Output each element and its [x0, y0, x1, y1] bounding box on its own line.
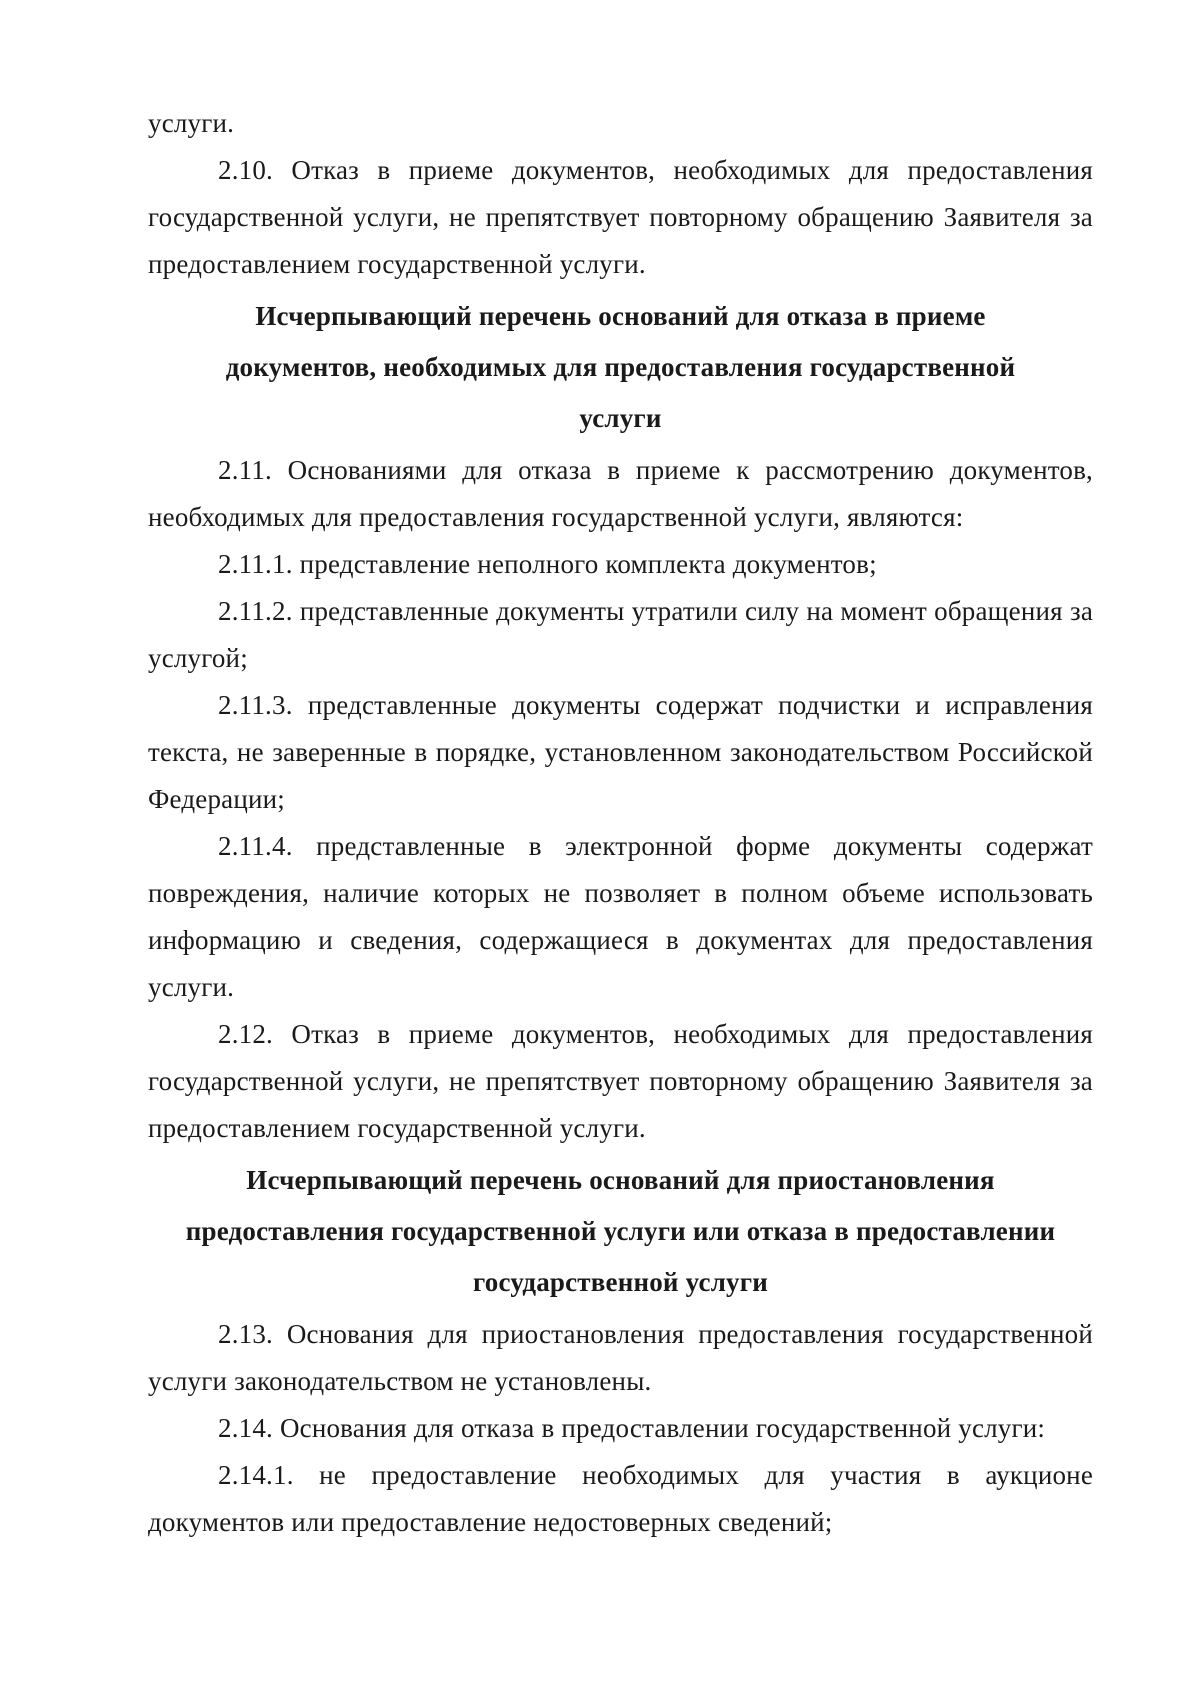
- paragraph-continuation: услуги.: [148, 108, 235, 138]
- paragraph-2-11-3: 2.11.3. представленные документы содержат подчистки и исправления текста, не заверенные в порядке, установленном законодательством Российской Федерации;: [148, 690, 1093, 814]
- paragraph-2-11-1: 2.11.1. представление неполного комплекта документов;: [218, 549, 877, 579]
- section-heading-suspension-refusal: Исчерпывающий перечень оснований для приостановления предоставления государственной услуги или отказа в предоставлении государственной услуги: [185, 1165, 1056, 1297]
- paragraph-2-10: 2.10. Отказ в приеме документов, необходимых для предоставления государственной услуги, не препятствует повторному обращению Заявителя за предоставлением государственной услуги.: [148, 155, 1093, 279]
- paragraph-2-14: 2.14. Основания для отказа в предоставлении государственной услуги:: [218, 1413, 1046, 1443]
- section-heading-refusal-acceptance: Исчерпывающий перечень оснований для отказа в приеме документов, необходимых для предоставления государственной услуги: [225, 301, 1016, 433]
- paragraph-2-11-2: 2.11.2. представленные документы утратили силу на момент обращения за услугой;: [148, 596, 1093, 673]
- paragraph-2-11: 2.11. Основаниями для отказа в приеме к рассмотрению документов, необходимых для предоставления государственной услуги, являются:: [148, 455, 1093, 532]
- paragraph-2-12: 2.12. Отказ в приеме документов, необходимых для предоставления государственной услуги, не препятствует повторному обращению Заявителя за предоставлением государственной услуги.: [148, 1019, 1093, 1143]
- paragraph-2-14-1: 2.14.1. не предоставление необходимых для участия в аукционе документов или предоставление недостоверных сведений;: [148, 1460, 1093, 1537]
- paragraph-2-11-4: 2.11.4. представленные в электронной форме документы содержат повреждения, наличие которых не позволяет в полном объеме использовать информацию и сведения, содержащиеся в документах для предоставления услуги.: [148, 831, 1093, 1002]
- document-page: [148, 100, 1093, 1546]
- paragraph-2-13: 2.13. Основания для приостановления предоставления государственной услуги законодательством не установлены.: [148, 1319, 1093, 1396]
